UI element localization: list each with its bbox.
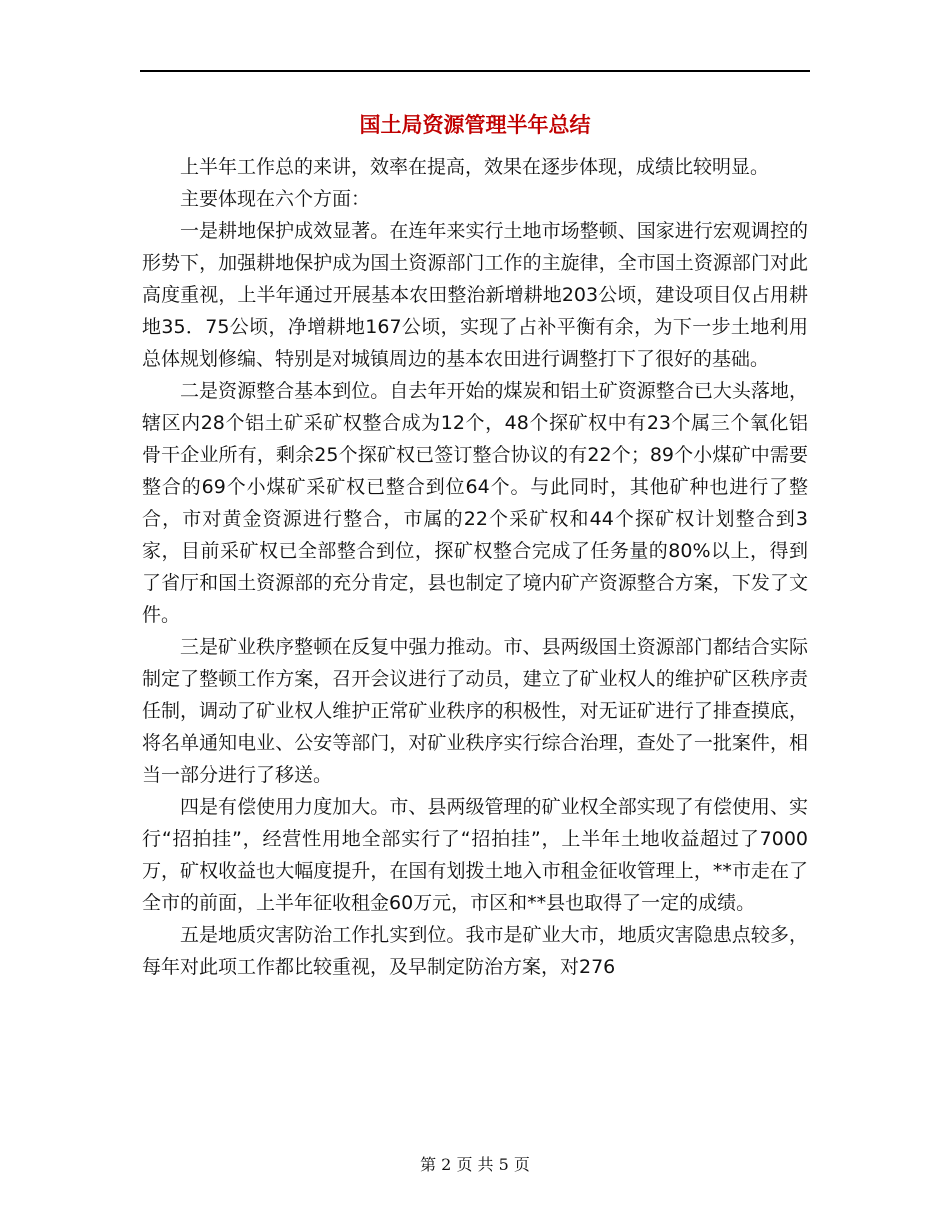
document-title: 国土局资源管理半年总结 — [359, 112, 591, 137]
paragraph-paid-use: 四是有偿使用力度加大。市、县两级管理的矿业权全部实现了有偿使用、实行“招拍挂”，经营性用地全部实行了“招拍挂”，上半年土地收益超过了7000万，矿权收益也大幅度提升，在国有划拨土地入市租金征收管理上，**市走在了全市的前面，上半年征收租金60万元，市区和**县也取得了一定的成绩。 — [142, 796, 808, 914]
paragraph-geological-disaster: 五是地质灾害防治工作扎实到位。我市是矿业大市，地质灾害隐患点较多，每年对此项工作都比较重视，及早制定防治方案，对276 — [142, 924, 808, 978]
paragraph-mining-order: 三是矿业秩序整顿在反复中强力推动。市、县两级国土资源部门都结合实际制定了整顿工作方案，召开会议进行了动员，建立了矿业权人的维护矿区秩序责任制，调动了矿业权人维护正常矿业秩序的积极性，对无证矿进行了排查摸底，将名单通知电业、公安等部门，对矿业秩序实行综合治理，查处了一批案件，相当一部分进行了移送。 — [142, 636, 808, 786]
header-rule — [140, 70, 810, 72]
paragraph-summary-heading: 主要体现在六个方面： — [180, 188, 371, 210]
document-body — [142, 151, 808, 983]
paragraph-resource-integration: 二是资源整合基本到位。自去年开始的煤炭和铝土矿资源整合已大头落地，辖区内28个铝土矿采矿权整合成为12个，48个探矿权中有23个属三个氧化铝骨干企业所有，剩余25个探矿权已签订整合协议的有22个；89个小煤矿中需要整合的69个小煤矿采矿权已整合到位64个。与此同时，其他矿种也进行了整合，市对黄金资源进行整合，市属的22个采矿权和44个探矿权计划整合到3家，目前采矿权已全部整合到位，探矿权整合完成了任务量的80%以上，得到了省厅和国土资源部的充分肯定，县也制定了境内矿产资源整合方案，下发了文件。 — [142, 380, 808, 626]
paragraph-intro: 上半年工作总的来讲，效率在提高，效果在逐步体现，成绩比较明显。 — [180, 156, 770, 178]
page-number: 第 2 页 共 5 页 — [420, 1155, 530, 1174]
paragraph-farmland-protection: 一是耕地保护成效显著。在连年来实行土地市场整顿、国家进行宏观调控的形势下，加强耕地保护成为国土资源部门工作的主旋律，全市国土资源部门对此高度重视，上半年通过开展基本农田整治新增耕地203公顷，建设项目仅占用耕地35．75公顷，净增耕地167公顷，实现了占补平衡有余，为下一步土地利用总体规划修编、特别是对城镇周边的基本农田进行调整打下了很好的基础。 — [142, 220, 808, 370]
